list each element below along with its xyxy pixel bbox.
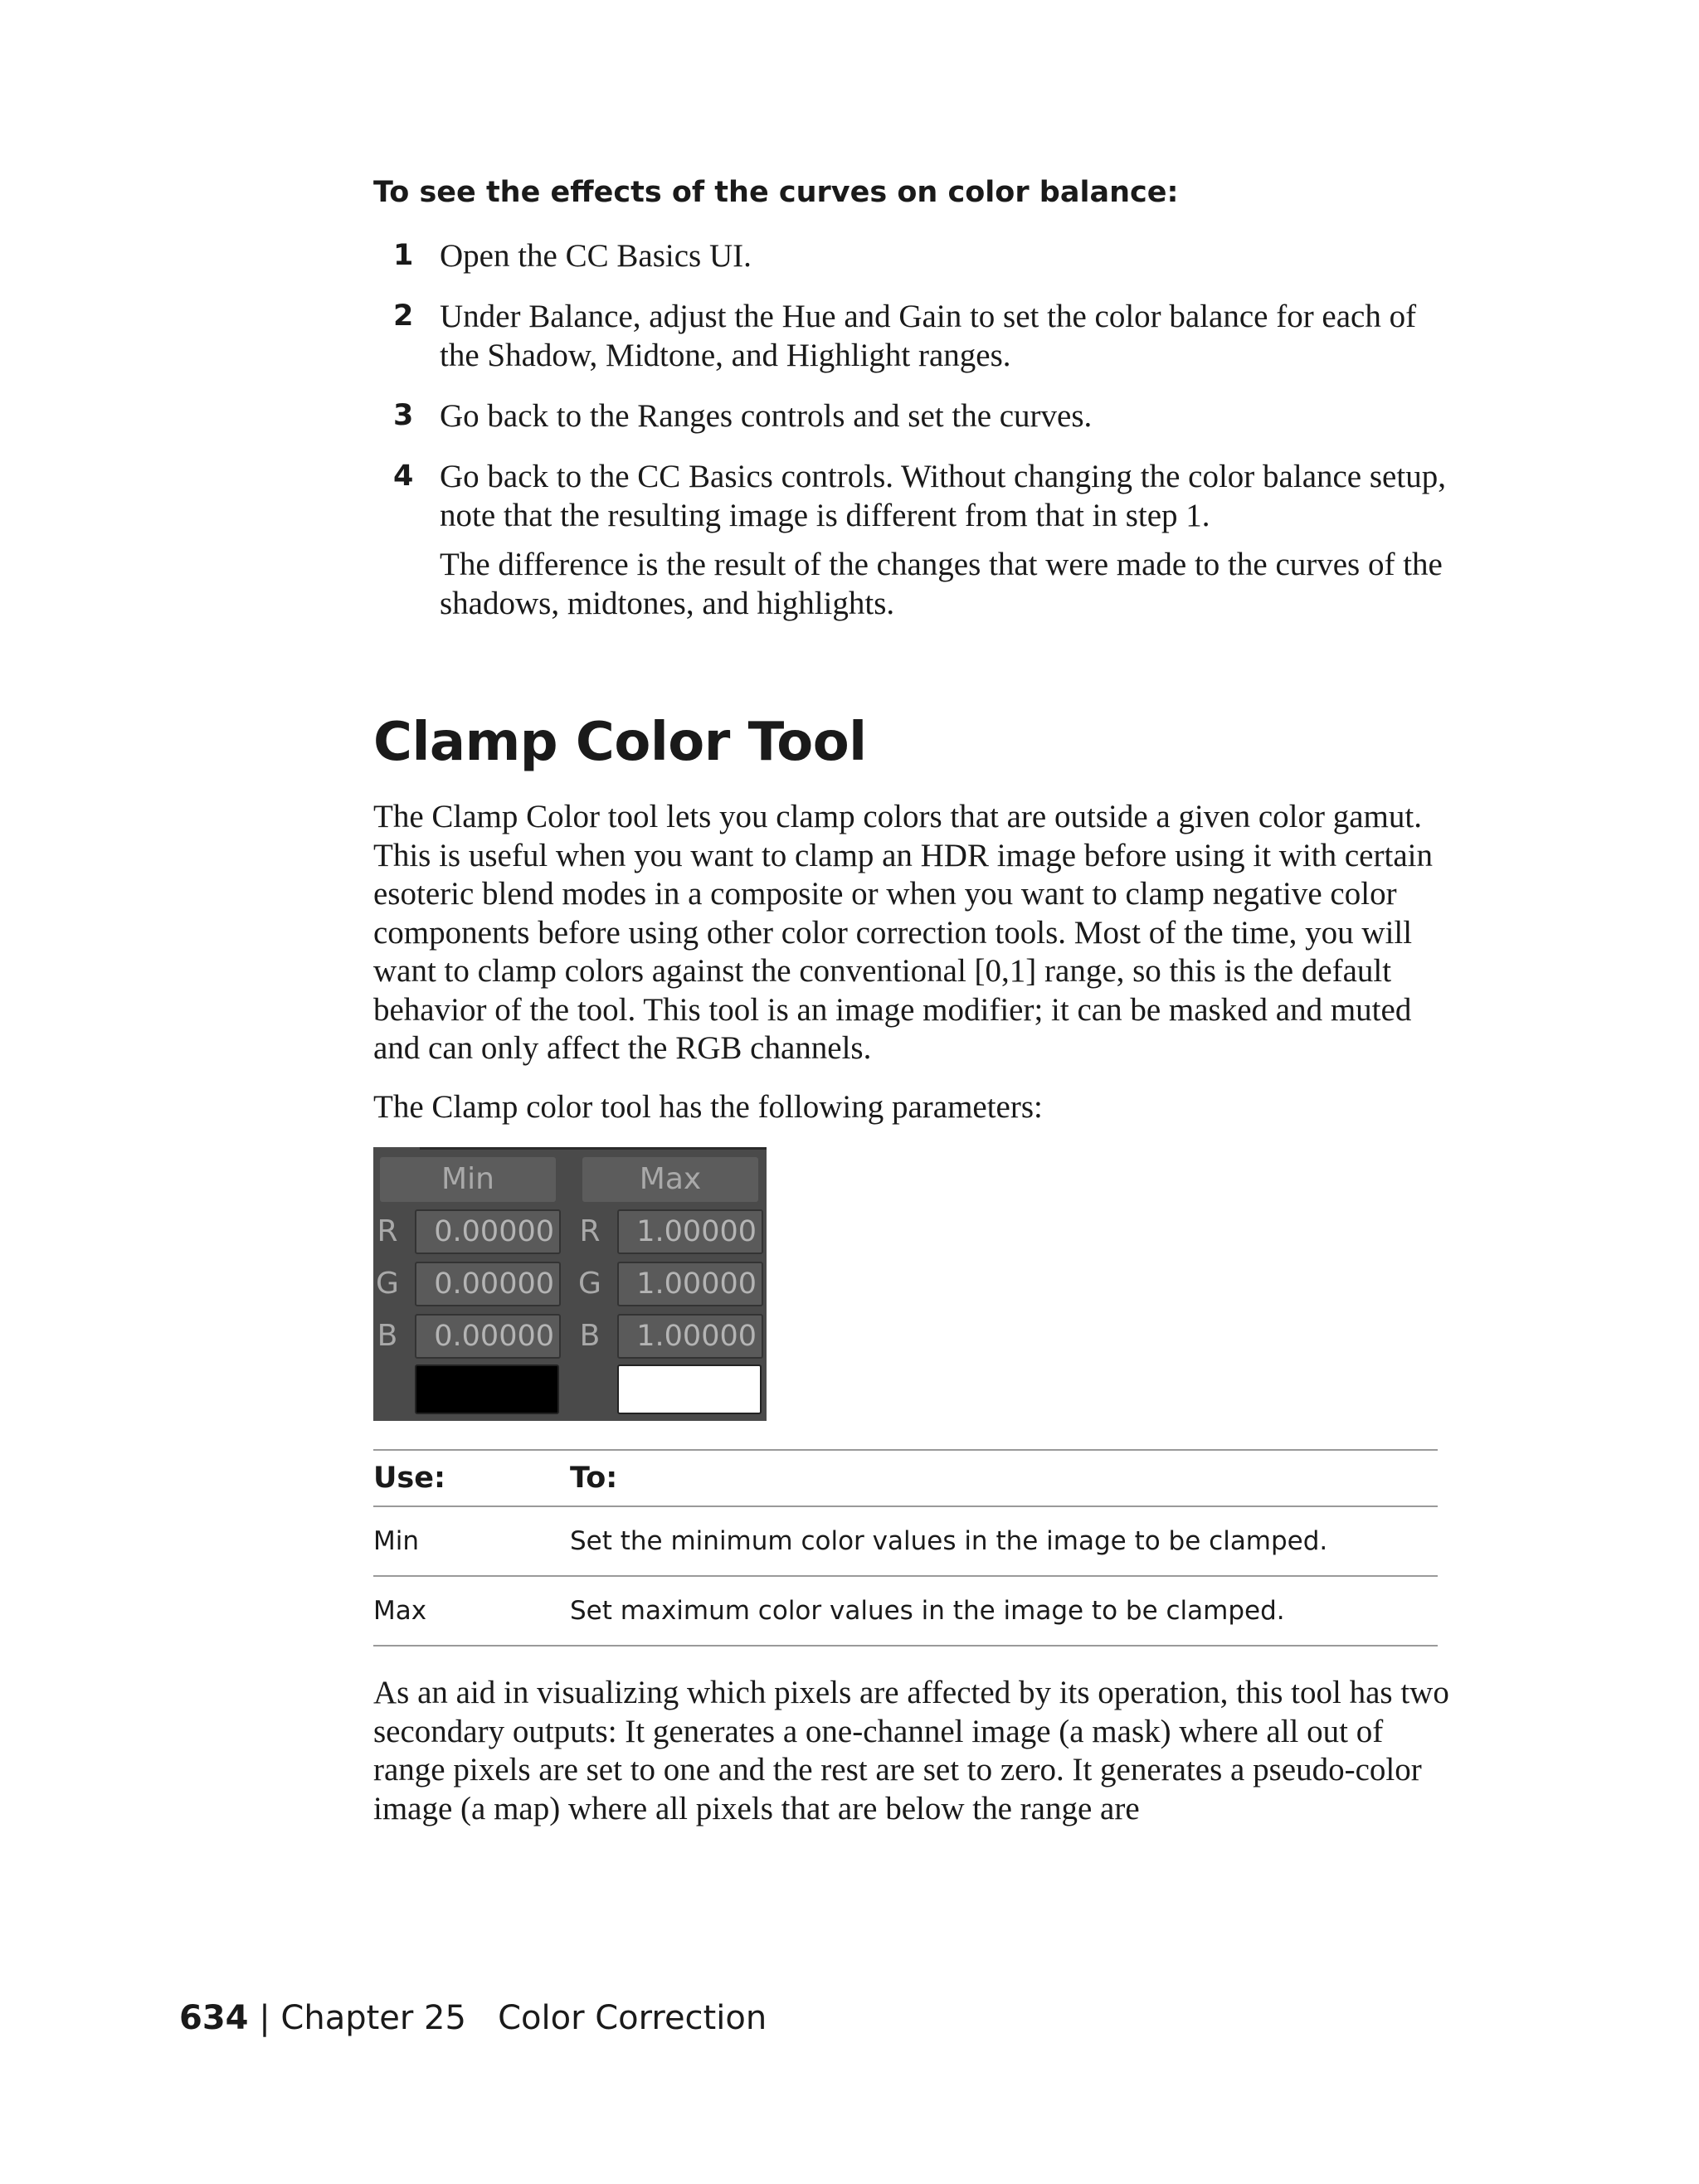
table-row [373, 1576, 1438, 1646]
min-b-field[interactable]: 0.00000 [415, 1314, 561, 1359]
channel-label-b: B [579, 1319, 601, 1353]
step-item [373, 396, 1452, 435]
parameters-table [373, 1449, 1438, 1647]
panel-divider [420, 1147, 767, 1150]
params-intro: The Clamp color tool has the following parameters: [373, 1089, 1043, 1125]
procedure-steps [373, 236, 1452, 644]
after-table-paragraph: As an aid in visualizing which pixels are affected by its operation, this tool has two secondary outputs: It generates a one-channel image (a mask) where all out of range pixels are set to one and the rest are set to zero. It generates a pseudo-color image (a map) where all pixels that are below the range are [373, 1675, 1449, 1826]
channel-label-g: G [376, 1267, 399, 1301]
min-column-header: Min [380, 1157, 556, 1202]
step-item [373, 236, 1452, 275]
table-row [373, 1506, 1438, 1576]
step-number: 2 [393, 299, 414, 333]
max-b-field[interactable]: 1.00000 [617, 1314, 763, 1359]
step-note: The difference is the result of the changes that were made to the curves of the shadows, midtones, and highlights. [440, 547, 1443, 621]
min-color-swatch[interactable] [415, 1364, 559, 1414]
procedure-title: To see the effects of the curves on color balance: [373, 176, 1179, 209]
table-header-to: To: [570, 1462, 618, 1495]
table-header-use: Use: [373, 1462, 445, 1495]
table-cell: Max [373, 1596, 427, 1626]
channel-label-r: R [579, 1214, 601, 1248]
channel-label-g: G [578, 1267, 601, 1301]
max-g-field[interactable]: 1.00000 [617, 1262, 763, 1306]
channel-label-b: B [377, 1319, 398, 1353]
table-cell: Min [373, 1526, 420, 1556]
chapter-title: Chapter 25 Color Correction [280, 1999, 767, 2037]
step-number: 1 [393, 239, 414, 272]
section-heading: Clamp Color Tool [373, 712, 867, 773]
max-column-header: Max [582, 1157, 758, 1202]
step-number: 4 [393, 460, 414, 493]
min-r-field[interactable]: 0.00000 [415, 1209, 561, 1254]
step-item [373, 297, 1452, 375]
clamp-color-panel [373, 1147, 767, 1421]
intro-paragraph: The Clamp Color tool lets you clamp colors that are outside a given color gamut. This is useful when you want to clamp an HDR image before using it with certain esoteric blend modes in a composite or when you want to clamp negative color components before using other color correction tools. Most of the time, you will want to clamp colors against the conventional [0,1] range, so this is the default behavior of the tool. This tool is an image modifier; it can be masked and muted and can only affect the RGB channels. [373, 799, 1433, 1066]
footer-separator: | [248, 1999, 281, 2037]
max-color-swatch[interactable] [617, 1364, 762, 1414]
channel-label-r: R [377, 1214, 398, 1248]
page-number: 634 [179, 1999, 249, 2037]
step-item [373, 457, 1452, 623]
table-cell: Set the minimum color values in the image to be clamped. [570, 1526, 1328, 1556]
table-header-row [373, 1450, 1438, 1506]
min-g-field[interactable]: 0.00000 [415, 1262, 561, 1306]
table-cell: Set maximum color values in the image to be clamped. [570, 1596, 1285, 1626]
step-text: Open the CC Basics UI. [440, 238, 752, 274]
page-footer [179, 1999, 767, 2037]
step-text: Under Balance, adjust the Hue and Gain to set the color balance for each of the Shadow, Midtone, and Highlight ranges. [440, 299, 1417, 373]
step-text: Go back to the Ranges controls and set the curves. [440, 398, 1093, 434]
step-number: 3 [393, 399, 414, 432]
step-text: Go back to the CC Basics controls. Without changing the color balance setup, note that the resulting image is different from that in step 1. [440, 459, 1446, 533]
max-r-field[interactable]: 1.00000 [617, 1209, 763, 1254]
